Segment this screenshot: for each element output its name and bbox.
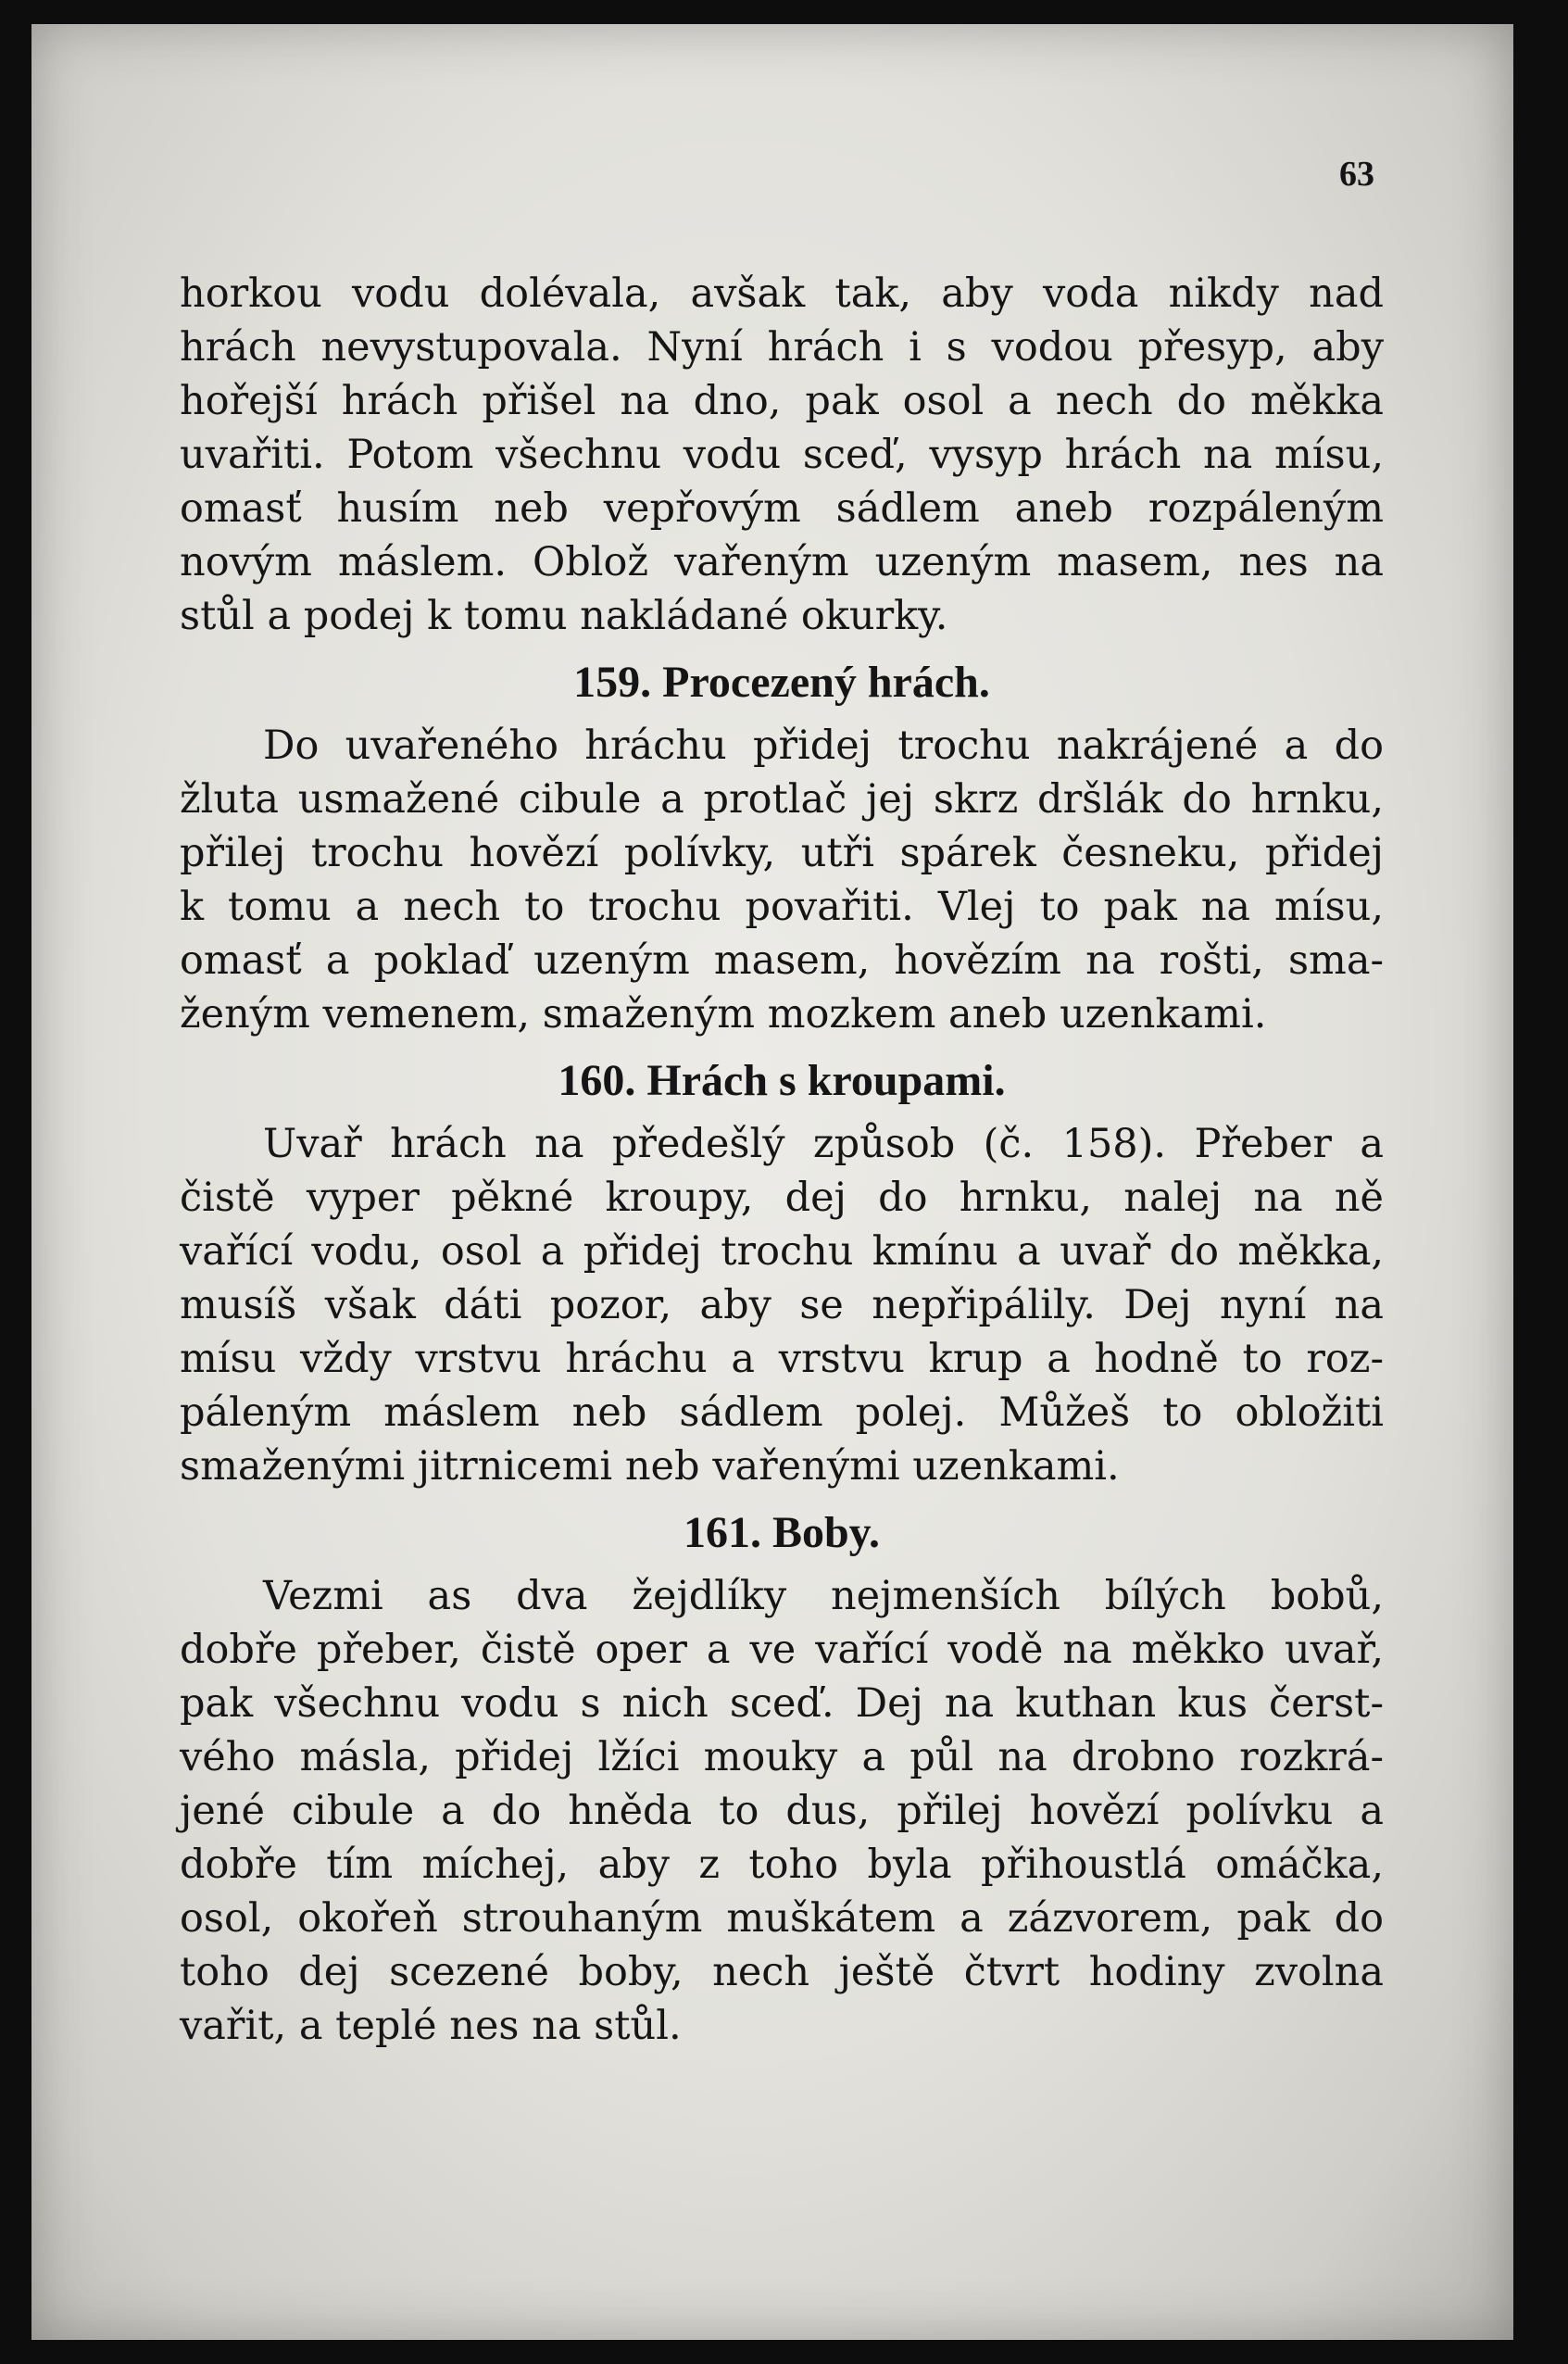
- intro-paragraph: [180, 267, 1384, 643]
- text-line: Uvař hrách na předešlý způsob (č. 158). Přeber a: [263, 1121, 1384, 1167]
- text-line: omasť a poklaď uzeným masem, hovězím na rošti, sma-: [180, 937, 1384, 984]
- page-number: 63: [1339, 155, 1374, 194]
- text-line: omasť husím neb vepřovým sádlem aneb rozpáleným: [180, 485, 1384, 532]
- book-page: [31, 24, 1513, 2340]
- text-line: hořejší hrách přišel na dno, pak osol a nech do měkka: [180, 378, 1384, 424]
- recipe-160: [180, 1054, 1384, 1493]
- recipe-161: [180, 1506, 1384, 2053]
- text-line: k tomu a nech to trochu povařiti. Vlej to pak na mísu,: [180, 884, 1384, 930]
- text-line: vařit, a teplé nes na stůl.: [180, 2003, 682, 2049]
- text-line: pak všechnu vodu s nich sceď. Dej na kuthan kus čerst-: [180, 1680, 1384, 1727]
- text-line: stůl a podej k tomu nakládané okurky.: [180, 593, 948, 639]
- text-line: vařící vodu, osol a přidej trochu kmínu a uvař do měkka,: [180, 1228, 1384, 1275]
- text-line: uvařiti. Potom všechnu vodu sceď, vysyp hrách na mísu,: [180, 432, 1384, 478]
- text-line: páleným máslem neb sádlem polej. Můžeš to obložiti: [180, 1389, 1384, 1436]
- text-line: vého másla, přidej lžíci mouky a půl na drobno rozkrá-: [180, 1734, 1384, 1780]
- section-heading: 159. Procezený hrách.: [573, 658, 990, 707]
- text-line: dobře tím míchej, aby z toho byla přihoustlá omáčka,: [180, 1842, 1384, 1888]
- text-line: hrách nevystupovala. Nyní hrách i s vodou přesyp, aby: [180, 324, 1384, 371]
- text-line: jené cibule a do hněda to dus, přilej hovězí polívku a: [180, 1788, 1384, 1834]
- text-line: dobře přeber, čistě oper a ve vařící vodě na měkko uvař,: [180, 1627, 1384, 1673]
- section-heading: 161. Boby.: [683, 1508, 881, 1557]
- text-line: smaženými jitrnicemi neb vařenými uzenkami.: [180, 1443, 1120, 1490]
- text-line: novým máslem. Oblož vařeným uzeným masem, nes na: [180, 539, 1384, 585]
- text-line: žluta usmažené cibule a protlač jej skrz dršlák do hrnku,: [180, 776, 1384, 823]
- text-line: mísu vždy vrstvu hráchu a vrstvu krup a hodně to roz-: [180, 1336, 1384, 1382]
- text-line: toho dej scezené boby, nech ještě čtvrt hodiny zvolna: [180, 1949, 1384, 1995]
- text-line: musíš však dáti pozor, aby se nepřipálily. Dej nyní na: [180, 1282, 1384, 1328]
- section-heading: 160. Hrách s kroupami.: [558, 1056, 1006, 1105]
- text-line: Vezmi as dva žejdlíky nejmenších bílých bobů,: [263, 1573, 1384, 1619]
- recipe-159: [180, 656, 1384, 1041]
- text-line: přilej trochu hovězí polívky, utři spárek česneku, přidej: [180, 830, 1384, 876]
- text-line: horkou vodu dolévala, avšak tak, aby voda nikdy nad: [180, 270, 1384, 317]
- text-line: Do uvařeného hráchu přidej trochu nakrájené a do: [263, 723, 1384, 769]
- page-text: [180, 267, 1384, 2053]
- text-line: čistě vyper pěkné kroupy, dej do hrnku, nalej na ně: [180, 1175, 1384, 1221]
- text-line: osol, okořeň strouhaným muškátem a zázvorem, pak do: [180, 1895, 1384, 1942]
- text-line: ženým vemenem, smaženým mozkem aneb uzenkami.: [180, 991, 1267, 1037]
